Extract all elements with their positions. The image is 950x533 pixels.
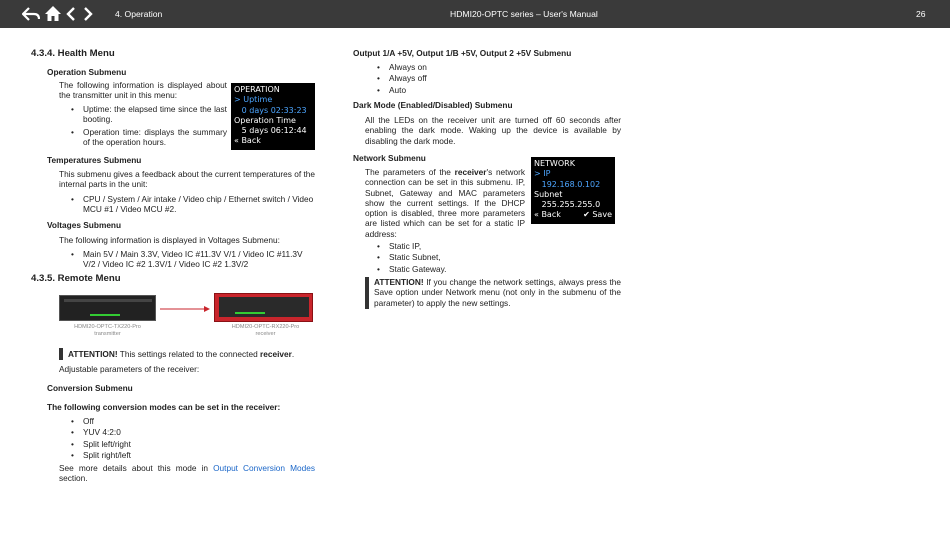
voltages-list <box>71 249 315 270</box>
list-item: • Always off <box>377 73 527 83</box>
see-more-text: See more details about this mode in <box>59 463 214 473</box>
network-text <box>365 167 525 239</box>
attention-note-remote <box>68 349 318 359</box>
network-text-bold: receiver <box>454 167 487 177</box>
list-item: • Static IP, <box>377 241 527 251</box>
list-item: • Static Gateway. <box>377 264 527 274</box>
heading-dark-mode-submenu: Dark Mode (Enabled/Disabled) Submenu <box>353 100 513 110</box>
heading-remote-menu: 4.3.5. Remote Menu <box>31 273 121 284</box>
lcd-line: 5 days 06:12:44 <box>234 126 307 136</box>
arrow-right-icon <box>160 304 212 314</box>
lcd-line: 255.255.255.0 <box>534 200 601 210</box>
operation-intro: The following information is displayed about the transmitter unit in this menu: <box>59 80 227 101</box>
transmitter-label: HDMI20-OPTC-TX220-Pro transmitter <box>74 324 141 337</box>
network-text-end: 's network connection can be set in this submenu. IP, Subnet, Gateway and MAC parameters show the current settings. If the DHCP option is disabled, three more parameters are listed which can be set for a static IP address: <box>365 167 525 239</box>
attention-end: . <box>291 349 295 359</box>
list-item: • YUV 4:2:0 <box>71 427 271 437</box>
list-item: • Main 5V / Main 3.3V, Video IC #11.3V V/1 / Video IC #11.3V V/2 / Video IC #2 1.3V/1 / Video IC #2 1.3V/2 <box>71 249 315 270</box>
list-item: • Off <box>71 416 271 426</box>
lcd-footer <box>534 210 612 220</box>
output-list <box>377 62 527 95</box>
heading-voltages-submenu: Voltages Submenu <box>47 220 122 230</box>
attention-label: ATTENTION! <box>374 277 424 287</box>
back-icon[interactable] <box>22 6 40 22</box>
attention-bar <box>365 277 369 309</box>
lcd-line: NETWORK <box>534 159 575 168</box>
network-lcd-screen <box>531 157 615 224</box>
output-conversion-modes-link[interactable]: Output Conversion Modes <box>213 463 316 473</box>
dark-mode-text: All the LEDs on the receiver unit are turned off 60 seconds after enabling the dark mode. Waking up the device is available by disabling the dark mode. <box>365 115 621 146</box>
attention-bar <box>59 348 63 360</box>
list-item: • Operation time: displays the summary of the operation hours. <box>71 127 227 148</box>
network-list <box>377 241 527 274</box>
lcd-line-selected: > Uptime <box>234 95 273 105</box>
heading-operation-submenu: Operation Submenu <box>47 67 127 77</box>
heading-temperatures-submenu: Temperatures Submenu <box>47 155 142 165</box>
list-item: • Auto <box>377 85 527 95</box>
attention-label: ATTENTION! <box>68 349 118 359</box>
lcd-back: « Back <box>534 210 561 220</box>
lcd-line: Operation Time <box>234 115 296 125</box>
list-item: • Always on <box>377 62 527 72</box>
voltages-intro: The following information is displayed in Voltages Submenu: <box>59 235 280 245</box>
next-icon[interactable] <box>83 6 94 22</box>
heading-output-submenu: Output 1/A +5V, Output 1/B +5V, Output 2 +5V Submenu <box>353 48 572 58</box>
document-title: HDMI20-OPTC series – User's Manual <box>450 9 598 19</box>
operation-lcd-screen <box>231 83 315 150</box>
lcd-line: « Back <box>234 136 261 146</box>
temperatures-list <box>71 194 315 215</box>
receiver-device-image <box>214 293 313 322</box>
list-item: • Split right/left <box>71 450 271 460</box>
attention-text: This settings related to the connected <box>117 349 260 359</box>
lcd-line: 192.168.0.102 <box>534 179 601 189</box>
receiver-label: HDMI20-OPTC-RX220-Pro receiver <box>231 324 300 337</box>
transmitter-device-image <box>59 295 156 321</box>
network-text-start: The parameters of the <box>365 167 455 177</box>
see-more-line <box>59 463 315 473</box>
conversion-list <box>71 416 271 461</box>
section-title[interactable]: 4. Operation <box>115 9 163 19</box>
lcd-line-selected: > IP <box>534 169 551 179</box>
heading-conversion-modes: The following conversion modes can be set in the receiver: <box>47 402 281 412</box>
lcd-line: OPERATION <box>234 85 280 94</box>
page-number: 26 <box>916 9 926 19</box>
see-more-end: section. <box>59 473 88 483</box>
lcd-line: Subnet <box>534 189 563 199</box>
lcd-save: ✔ Save <box>583 210 612 220</box>
list-item: • Uptime: the elapsed time since the last booting. <box>71 104 227 125</box>
header-bar <box>0 0 950 28</box>
home-icon[interactable] <box>44 5 62 22</box>
heading-health-menu: 4.3.4. Health Menu <box>31 48 115 59</box>
previous-icon[interactable] <box>65 6 76 22</box>
list-item: • CPU / System / Air intake / Video chip / Ethernet switch / Video MCU #1 / Video MCU #2. <box>71 194 315 215</box>
temperatures-intro: This submenu gives a feedback about the current temperatures of the internal parts in the unit: <box>59 169 315 190</box>
list-item: • Split left/right <box>71 439 271 449</box>
adjustable-parameters: Adjustable parameters of the receiver: <box>59 364 200 374</box>
lcd-line: 0 days 02:33:23 <box>234 105 307 115</box>
list-item: • Static Subnet, <box>377 252 527 262</box>
operation-list <box>71 104 227 147</box>
heading-conversion-submenu: Conversion Submenu <box>47 383 133 393</box>
attention-text: If you change the network settings, always press the Save option under Network menu (not only in the submenu of the parameter) to apply the new settings. <box>374 277 621 308</box>
heading-network-submenu: Network Submenu <box>353 153 426 163</box>
attention-bold: receiver <box>260 349 292 359</box>
attention-note-network <box>374 277 621 308</box>
